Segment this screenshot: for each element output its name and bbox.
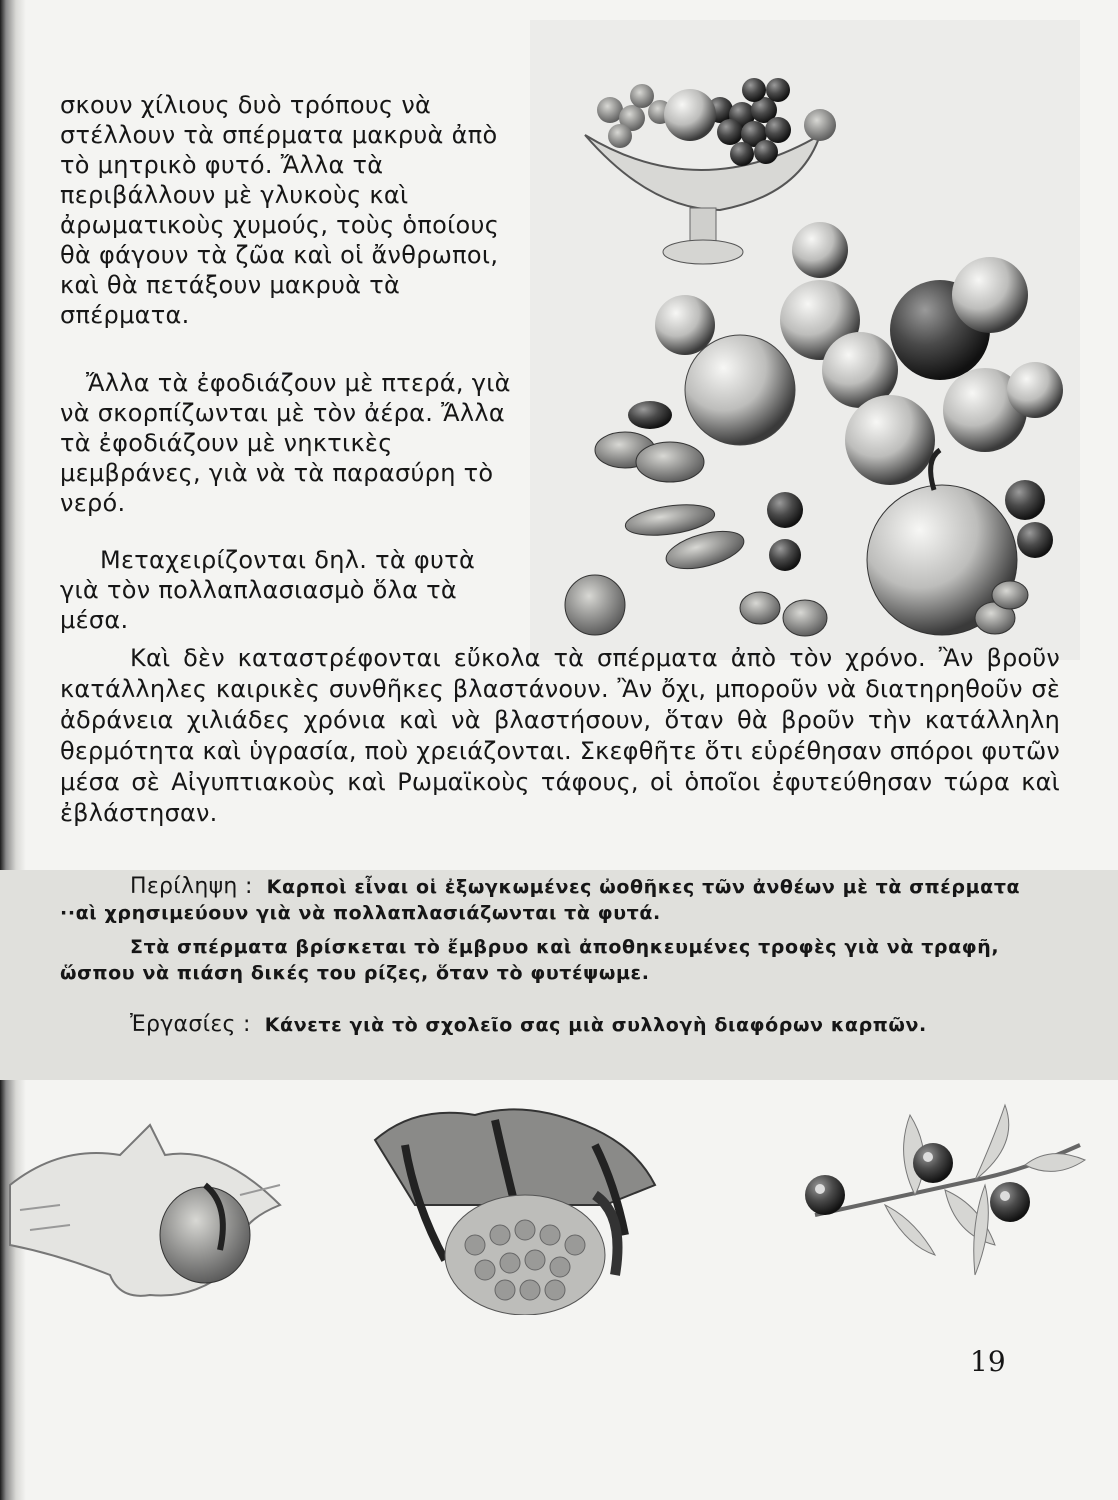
hazelnut-illustration <box>0 1085 300 1315</box>
blueberry-branch-illustration <box>795 1085 1090 1315</box>
fruit-still-life-illustration <box>530 20 1080 660</box>
page-number: 19 <box>970 1345 1006 1378</box>
summary-heading: Περίληψη : <box>130 874 253 899</box>
tasks-heading: Ἐργασίες : <box>130 1012 251 1037</box>
text-paragraph-seed-dispersal: σκουν χίλιους δυὸ τρόπους νὰ στέλλουν τὰ σπέρματα μακρυὰ ἀπὸ τὸ μητρικὸ φυτό. Ἄλλα τὰ περιβάλλουν μὲ γλυκοὺς καὶ ἀρωματικοὺς χυμούς, τοὺς ὁποίους θὰ φάγουν τὰ ζῶα καὶ οἱ ἄνθρωποι, καὶ θὰ πετάξουν μακρυὰ τὰ σπέρματα. <box>60 91 500 329</box>
text-paragraph-seed-longevity: Καὶ δὲν καταστρέφονται εὔκολα τὰ σπέρματα ἀπὸ τὸν χρόνο. Ἂν βροῦν κατάλληλες καιρικὲς συνθῆκες βλαστάνουν. Ἂν ὄχι, μποροῦν νὰ διατηρηθοῦν σὲ ἀδράνεια χιλιάδες χρόνια καὶ νὰ βλαστήσουν, ὅταν θὰ βροῦν τὴν κατάλληλη θερμότητα καὶ ὑγρασία, ποὺ χρειάζονται. Σκεφθῆτε ὅτι εὑρέθησαν σπόροι φυτῶν μέσα σὲ Αἰγυπτιακοὺς καὶ Ρωμαϊκοὺς τάφους, οἱ ὁποῖοι ἐφυτεύθησαν τώρα καὶ ἐβλάστησαν. <box>60 644 1060 827</box>
tasks-text: Κάνετε γιὰ τὸ σχολεῖο σας μιὰ συλλογὴ διαφόρων καρπῶν. <box>264 1014 927 1036</box>
text-paragraph-wings-membranes: Ἄλλα τὰ ἐφοδιάζουν μὲ πτερά, γιὰ νὰ σκορπίζωνται μὲ τὸν ἀέρα. Ἄλλα τὰ ἐφοδιάζουν μὲ νηκτικὲς μεμβράνες, γιὰ νὰ τὰ παρασύρη τὸ νερό. <box>60 369 511 517</box>
raspberry-illustration <box>355 1085 665 1315</box>
text-paragraph-all-means: Μεταχειρίζονται δηλ. τὰ φυτὰ γιὰ τὸν πολλαπλασιασμὸ ὅλα τὰ μέσα. <box>60 546 476 634</box>
summary-line-2: Στὰ σπέρματα βρίσκεται τὸ ἔμβρυο καὶ ἀποθηκευμένες τροφὲς γιὰ νὰ τραφῆ, ὥσπου νὰ πιάση δικές του ρίζες, ὅταν τὸ φυτέψωμε. <box>60 936 1000 984</box>
tasks-line <box>60 1012 1060 1038</box>
summary-text-1: Καρποὶ εἶναι οἱ ἐξωγκωμένες ὠοθῆκες τῶν ἀνθέων μὲ τὰ σπέρματα ··αὶ χρησιμεύουν γιὰ νὰ πολλαπλασιάζωνται τὰ φυτά. <box>60 876 1021 924</box>
summary-line-1 <box>60 874 1060 926</box>
